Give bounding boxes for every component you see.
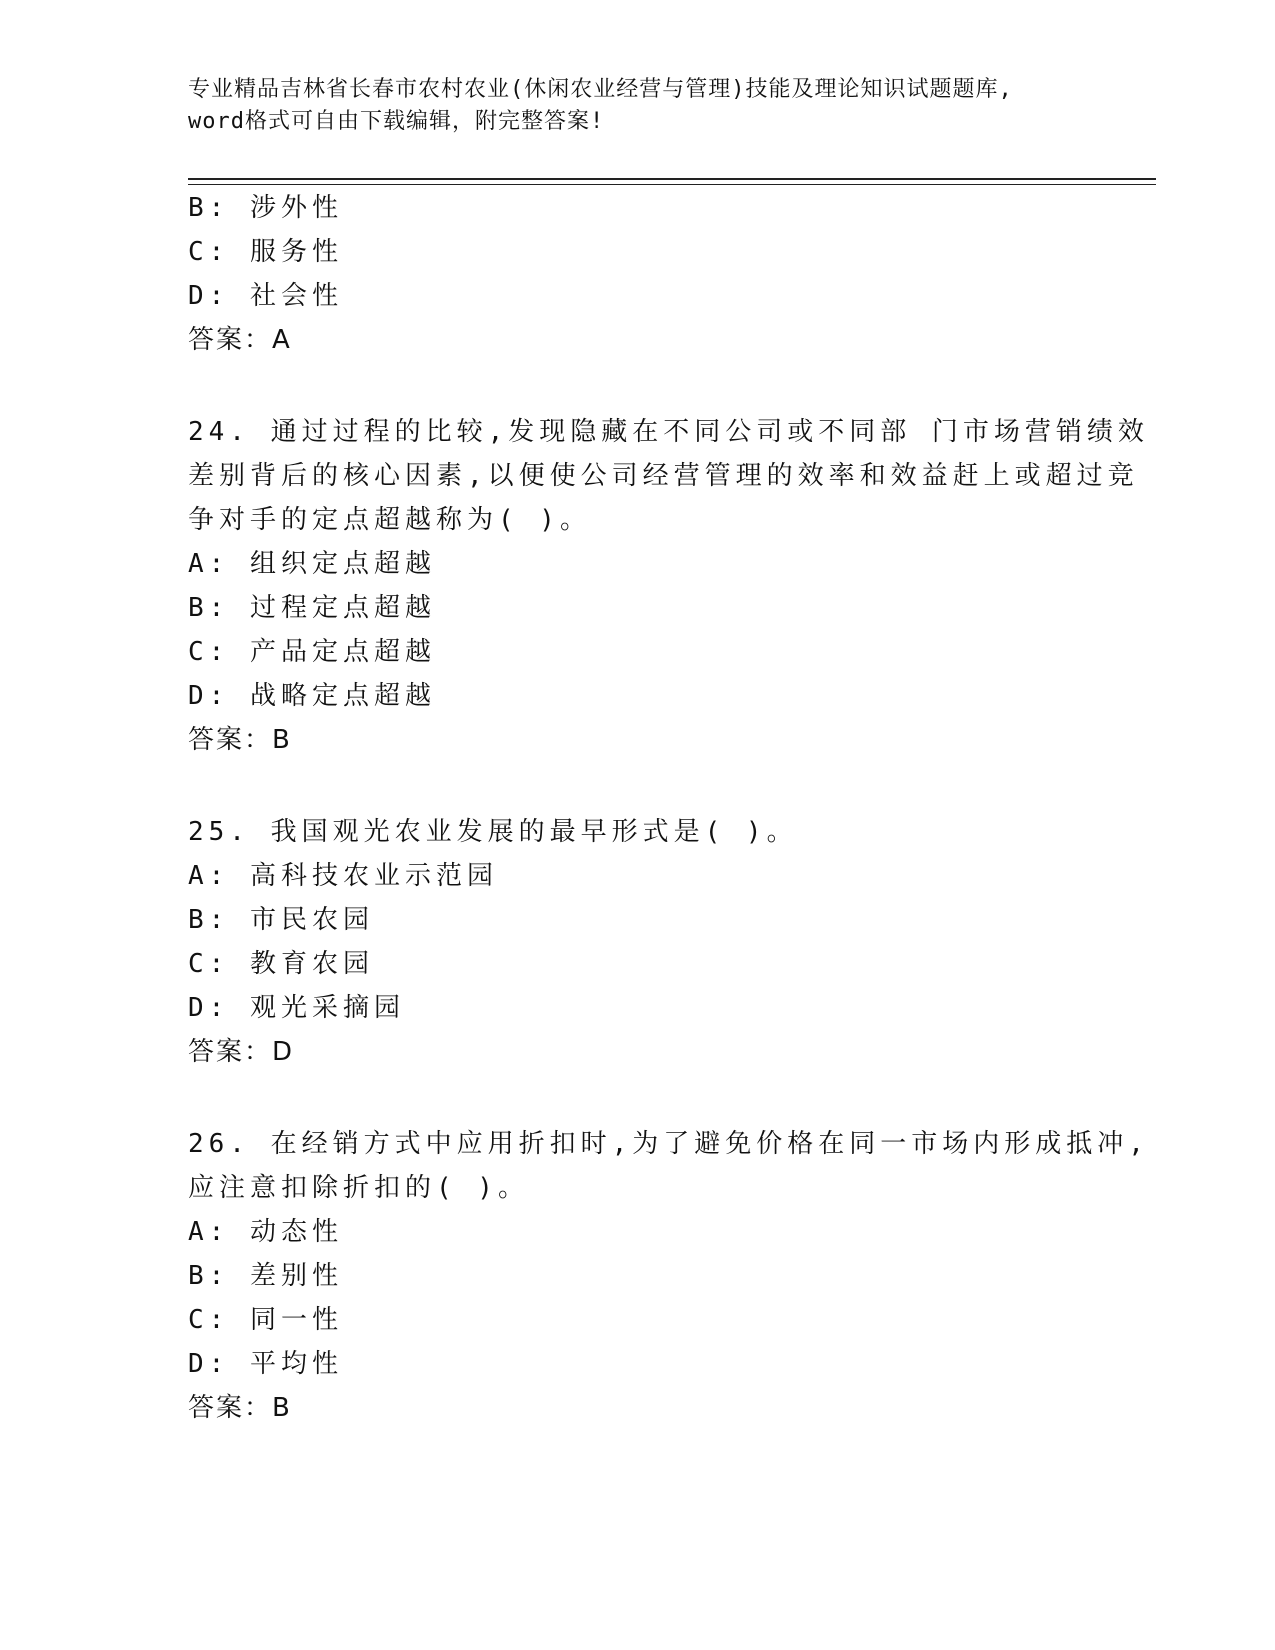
q25-option-b: B: 市民农园 bbox=[188, 905, 374, 935]
q23-option-d: D: 社会性 bbox=[188, 281, 343, 311]
q23-answer: 答案：A bbox=[188, 325, 292, 355]
q24-answer: 答案：B bbox=[188, 725, 292, 755]
q23-option-b: B: 涉外性 bbox=[188, 193, 343, 223]
q24-option-d: D: 战略定点超越 bbox=[188, 681, 436, 711]
q26-stem-line-2: 应注意扣除折扣的( )。 bbox=[188, 1173, 529, 1203]
header-title-line-2: word格式可自由下载编辑，附完整答案! bbox=[188, 109, 605, 134]
q24-option-b: B: 过程定点超越 bbox=[188, 593, 436, 623]
q24-stem-line-2: 差别背后的核心因素,以便使公司经营管理的效率和效益赶上或超过竞 bbox=[188, 461, 1139, 491]
header-title-line-1: 专业精品吉林省长春市农村农业(休闲农业经营与管理)技能及理论知识试题题库, bbox=[188, 77, 1013, 102]
q24-stem-line-3: 争对手的定点超越称为( )。 bbox=[188, 505, 591, 535]
q25-option-a: A: 高科技农业示范园 bbox=[188, 861, 498, 891]
q24-option-c: C: 产品定点超越 bbox=[188, 637, 436, 667]
q25-answer: 答案：D bbox=[188, 1037, 295, 1067]
header-rule-thick bbox=[188, 178, 1156, 180]
q25-option-d: D: 观光采摘园 bbox=[188, 993, 405, 1023]
q26-option-c: C: 同一性 bbox=[188, 1305, 343, 1335]
q25-option-c: C: 教育农园 bbox=[188, 949, 374, 979]
q26-option-d: D: 平均性 bbox=[188, 1349, 343, 1379]
document-header bbox=[188, 74, 1088, 138]
q26-answer: 答案：B bbox=[188, 1393, 292, 1423]
q26-stem-line-1: 26. 在经销方式中应用折扣时,为了避免价格在同一市场内形成抵冲, bbox=[188, 1129, 1149, 1159]
q26-option-b: B: 差别性 bbox=[188, 1261, 343, 1291]
q26-option-a: A: 动态性 bbox=[188, 1217, 343, 1247]
q23-option-c: C: 服务性 bbox=[188, 237, 343, 267]
q24-option-a: A: 组织定点超越 bbox=[188, 549, 436, 579]
q25-stem-line-1: 25. 我国观光农业发展的最早形式是( )。 bbox=[188, 817, 798, 847]
q24-stem-line-1: 24. 通过过程的比较,发现隐藏在不同公司或不同部 门市场营销绩效 bbox=[188, 417, 1149, 447]
header-rule-thin bbox=[188, 184, 1156, 185]
